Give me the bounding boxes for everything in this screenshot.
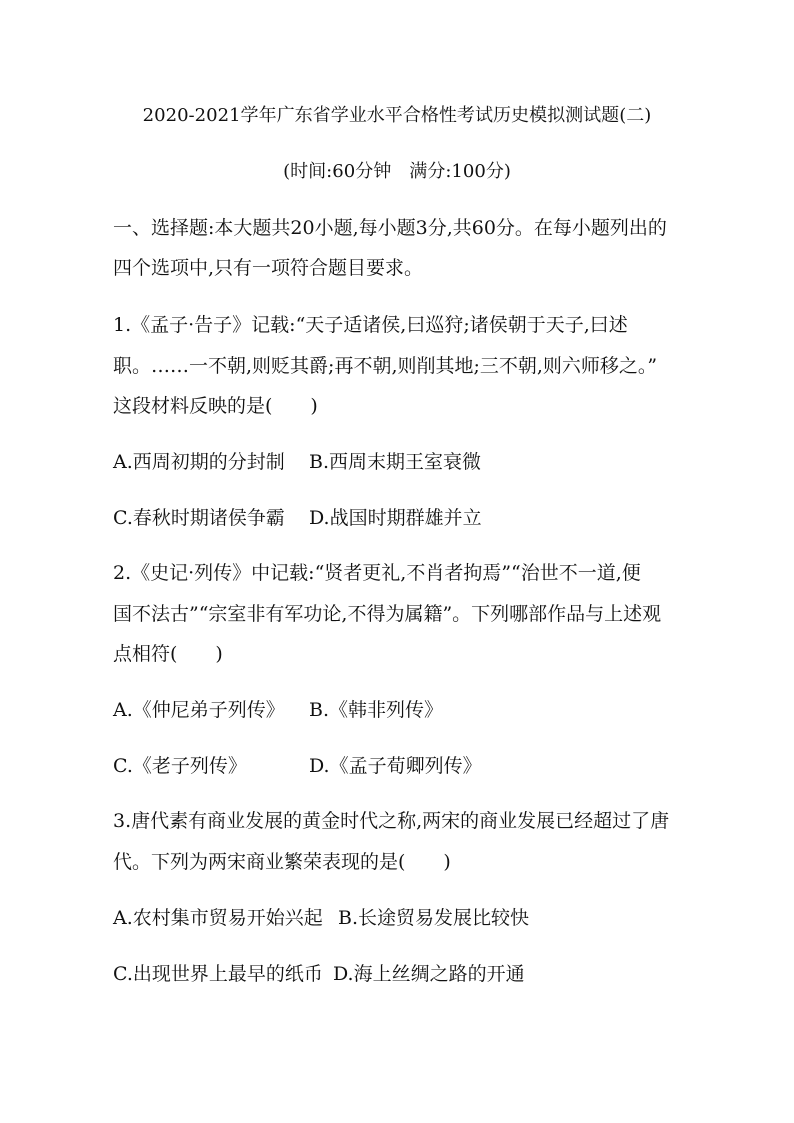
question-text-line: 代。下列为两宋商业繁荣表现的是( ): [113, 851, 451, 873]
option-d: D.战国时期群雄并立: [309, 507, 482, 529]
question-text-line: 这段材料反映的是( ): [113, 395, 318, 417]
question-text-line: 3.唐代素有商业发展的黄金时代之称,两宋的商业发展已经超过了唐: [113, 810, 670, 832]
exam-info: (时间:60分钟 满分:100分): [283, 161, 511, 182]
question-text-line: 1.《孟子·告子》记载:“天子适诸侯,曰巡狩;诸侯朝于天子,曰述: [113, 314, 628, 336]
section-instruction-line-1: 一、选择题:本大题共20小题,每小题3分,共60分。在每小题列出的: [113, 217, 667, 239]
question-text-line: 点相符( ): [113, 643, 223, 665]
option-d: D.海上丝绸之路的开通: [333, 963, 525, 985]
option-c: C.出现世界上最早的纸币: [113, 963, 323, 985]
question-text-line: 职。……一不朝,则贬其爵;再不朝,则削其地;三不朝,则六师移之。”: [113, 355, 658, 377]
option-b: B.长途贸易发展比较快: [338, 907, 530, 929]
option-d: D.《孟子荀卿列传》: [309, 755, 482, 777]
option-c: C.《老子列传》: [113, 755, 247, 777]
option-a: A.《仲尼弟子列传》: [113, 699, 285, 721]
question-text-line: 国不法古”“宗室非有军功论,不得为属籍”。下列哪部作品与上述观: [113, 603, 662, 625]
page-title: 2020-2021学年广东省学业水平合格性考试历史模拟测试题(二): [142, 105, 652, 126]
section-instruction-line-2: 四个选项中,只有一项符合题目要求。: [113, 257, 424, 279]
option-a: A.西周初期的分封制: [113, 451, 285, 473]
option-a: A.农村集市贸易开始兴起: [113, 907, 323, 929]
option-c: C.春秋时期诸侯争霸: [113, 507, 285, 529]
option-b: B.西周末期王室衰微: [309, 451, 482, 473]
question-text-line: 2.《史记·列传》中记载:“贤者更礼,不肖者拘焉”“治世不一道,便: [113, 562, 641, 584]
option-b: B.《韩非列传》: [309, 699, 444, 721]
